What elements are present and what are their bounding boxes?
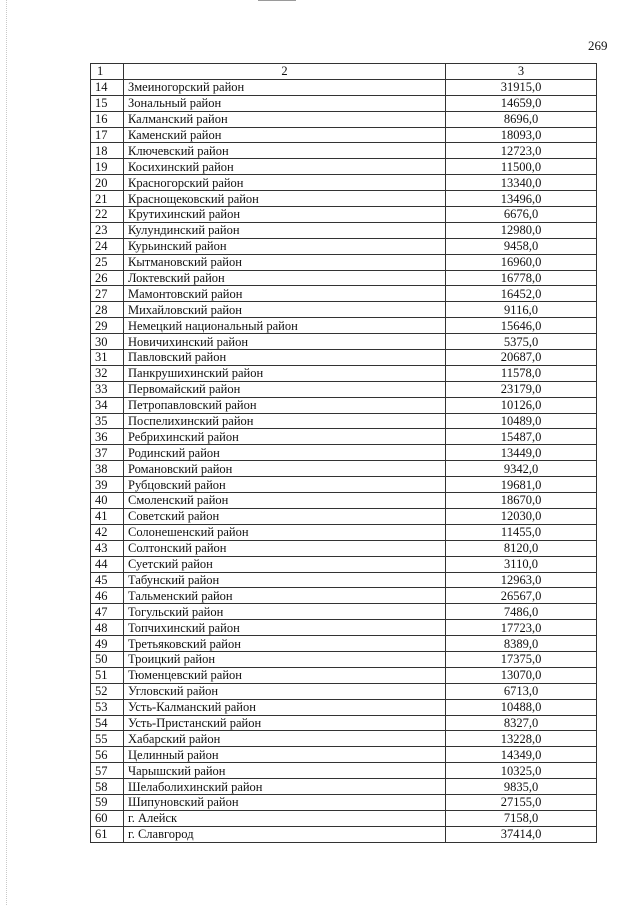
row-number: 45 [91,572,124,588]
row-number: 50 [91,651,124,667]
table-row [91,794,597,810]
row-number: 26 [91,270,124,286]
scan-edge [6,0,8,905]
district-name: Шипуновский район [124,794,446,810]
row-value: 26567,0 [446,588,597,604]
row-value: 8327,0 [446,715,597,731]
row-value: 9116,0 [446,302,597,318]
row-number: 24 [91,238,124,254]
row-number: 49 [91,636,124,652]
district-name: Панкрушихинский район [124,365,446,381]
district-name: Курьинский район [124,238,446,254]
district-name: Романовский район [124,461,446,477]
district-name: Крутихинский район [124,207,446,223]
district-name: Петропавловский район [124,397,446,413]
row-number: 28 [91,302,124,318]
row-number: 36 [91,429,124,445]
table-row [91,445,597,461]
row-value: 10126,0 [446,397,597,413]
row-value: 13070,0 [446,667,597,683]
table-row [91,715,597,731]
table-row [91,270,597,286]
district-name: Мамонтовский район [124,286,446,302]
row-value: 10488,0 [446,699,597,715]
row-value: 13340,0 [446,175,597,191]
district-name: Первомайский район [124,381,446,397]
table-row [91,699,597,715]
row-number: 57 [91,763,124,779]
row-number: 52 [91,683,124,699]
table-row [91,604,597,620]
district-name: Калманский район [124,111,446,127]
row-value: 6676,0 [446,207,597,223]
row-value: 15646,0 [446,318,597,334]
table-row [91,413,597,429]
district-name: Тогульский район [124,604,446,620]
table-row [91,747,597,763]
row-number: 46 [91,588,124,604]
row-number: 41 [91,508,124,524]
row-value: 9458,0 [446,238,597,254]
row-value: 12723,0 [446,143,597,159]
row-number: 53 [91,699,124,715]
district-name: Косихинский район [124,159,446,175]
district-name: Табунский район [124,572,446,588]
row-value: 14349,0 [446,747,597,763]
row-number: 48 [91,620,124,636]
row-value: 12980,0 [446,222,597,238]
district-name: Локтевский район [124,270,446,286]
row-value: 14659,0 [446,95,597,111]
district-name: Родинский район [124,445,446,461]
row-number: 32 [91,365,124,381]
row-value: 5375,0 [446,334,597,350]
row-value: 16452,0 [446,286,597,302]
table-row [91,207,597,223]
district-name: Немецкий национальный район [124,318,446,334]
district-name: Усть-Калманский район [124,699,446,715]
district-name: Целинный район [124,747,446,763]
district-name: Суетский район [124,556,446,572]
row-value: 9342,0 [446,461,597,477]
row-number: 17 [91,127,124,143]
row-number: 35 [91,413,124,429]
row-number: 34 [91,397,124,413]
table-row [91,254,597,270]
table-row [91,318,597,334]
row-value: 13496,0 [446,191,597,207]
row-number: 31 [91,350,124,366]
table-row [91,286,597,302]
row-value: 16778,0 [446,270,597,286]
data-table [90,63,597,843]
district-name: Топчихинский район [124,620,446,636]
row-value: 8120,0 [446,540,597,556]
table-row [91,159,597,175]
table-row [91,95,597,111]
header-col-2: 2 [124,64,446,80]
district-name: Михайловский район [124,302,446,318]
table-row [91,222,597,238]
district-name: Ключевский район [124,143,446,159]
table-body [91,64,597,843]
row-number: 37 [91,445,124,461]
header-col-1: 1 [91,64,124,80]
district-name: Краснощековский район [124,191,446,207]
table-row [91,79,597,95]
table-row [91,779,597,795]
row-number: 38 [91,461,124,477]
row-number: 43 [91,540,124,556]
row-number: 20 [91,175,124,191]
row-value: 10489,0 [446,413,597,429]
district-name: г. Славгород [124,826,446,842]
row-number: 29 [91,318,124,334]
row-value: 18093,0 [446,127,597,143]
row-number: 44 [91,556,124,572]
table-row [91,334,597,350]
row-value: 20687,0 [446,350,597,366]
row-value: 12030,0 [446,508,597,524]
district-name: Хабарский район [124,731,446,747]
district-name: Зональный район [124,95,446,111]
table-row [91,588,597,604]
district-name: Троицкий район [124,651,446,667]
row-number: 14 [91,79,124,95]
row-number: 39 [91,477,124,493]
table-row [91,461,597,477]
table-row [91,683,597,699]
row-value: 12963,0 [446,572,597,588]
district-name: Усть-Пристанский район [124,715,446,731]
district-name: Чарышский район [124,763,446,779]
row-value: 16960,0 [446,254,597,270]
table-row [91,127,597,143]
table-row [91,763,597,779]
row-value: 17723,0 [446,620,597,636]
header-col-3: 3 [446,64,597,80]
row-value: 3110,0 [446,556,597,572]
row-number: 56 [91,747,124,763]
row-number: 54 [91,715,124,731]
row-value: 8696,0 [446,111,597,127]
table-row [91,238,597,254]
row-number: 16 [91,111,124,127]
table-row [91,381,597,397]
row-value: 37414,0 [446,826,597,842]
table-row [91,477,597,493]
table-header-row [91,64,597,80]
table-row [91,524,597,540]
table-row [91,810,597,826]
row-value: 23179,0 [446,381,597,397]
row-value: 11578,0 [446,365,597,381]
district-name: Тюменцевский район [124,667,446,683]
table-row [91,175,597,191]
row-value: 13449,0 [446,445,597,461]
page-number: 269 [588,38,608,53]
row-number: 18 [91,143,124,159]
row-number: 15 [91,95,124,111]
table-row [91,620,597,636]
row-value: 13228,0 [446,731,597,747]
district-name: Кулундинский район [124,222,446,238]
row-number: 51 [91,667,124,683]
row-number: 40 [91,493,124,509]
district-name: Красногорский район [124,175,446,191]
row-value: 9835,0 [446,779,597,795]
district-name: Поспелихинский район [124,413,446,429]
row-value: 31915,0 [446,79,597,95]
table-row [91,350,597,366]
table-row [91,493,597,509]
row-number: 22 [91,207,124,223]
table-row [91,302,597,318]
table-row [91,636,597,652]
district-name: Шелаболихинский район [124,779,446,795]
table-row [91,826,597,842]
row-value: 10325,0 [446,763,597,779]
row-value: 6713,0 [446,683,597,699]
district-name: г. Алейск [124,810,446,826]
district-name: Ребрихинский район [124,429,446,445]
row-value: 17375,0 [446,651,597,667]
table-row [91,365,597,381]
table-row [91,429,597,445]
row-number: 27 [91,286,124,302]
district-name: Солонешенский район [124,524,446,540]
row-value: 8389,0 [446,636,597,652]
row-value: 7158,0 [446,810,597,826]
row-value: 18670,0 [446,493,597,509]
row-value: 27155,0 [446,794,597,810]
table-row [91,540,597,556]
row-number: 30 [91,334,124,350]
table-row [91,111,597,127]
district-name: Смоленский район [124,493,446,509]
row-value: 11455,0 [446,524,597,540]
row-number: 25 [91,254,124,270]
row-number: 21 [91,191,124,207]
row-value: 11500,0 [446,159,597,175]
row-number: 59 [91,794,124,810]
district-name: Кытмановский район [124,254,446,270]
district-name: Каменский район [124,127,446,143]
row-number: 42 [91,524,124,540]
table-row [91,397,597,413]
row-value: 19681,0 [446,477,597,493]
row-value: 7486,0 [446,604,597,620]
row-number: 58 [91,779,124,795]
district-name: Третьяковский район [124,636,446,652]
table-row [91,508,597,524]
row-number: 33 [91,381,124,397]
table-row [91,556,597,572]
row-number: 60 [91,810,124,826]
district-name: Новичихинский район [124,334,446,350]
row-value: 15487,0 [446,429,597,445]
row-number: 61 [91,826,124,842]
district-name: Угловский район [124,683,446,699]
row-number: 55 [91,731,124,747]
table-row [91,191,597,207]
table-row [91,143,597,159]
row-number: 19 [91,159,124,175]
table-row [91,572,597,588]
district-name: Рубцовский район [124,477,446,493]
row-number: 23 [91,222,124,238]
district-name: Советский район [124,508,446,524]
district-name: Павловский район [124,350,446,366]
scan-top-mark [258,0,296,1]
district-name: Змеиногорский район [124,79,446,95]
table-row [91,667,597,683]
district-name: Тальменский район [124,588,446,604]
row-number: 47 [91,604,124,620]
district-name: Солтонский район [124,540,446,556]
table-row [91,731,597,747]
table-row [91,651,597,667]
